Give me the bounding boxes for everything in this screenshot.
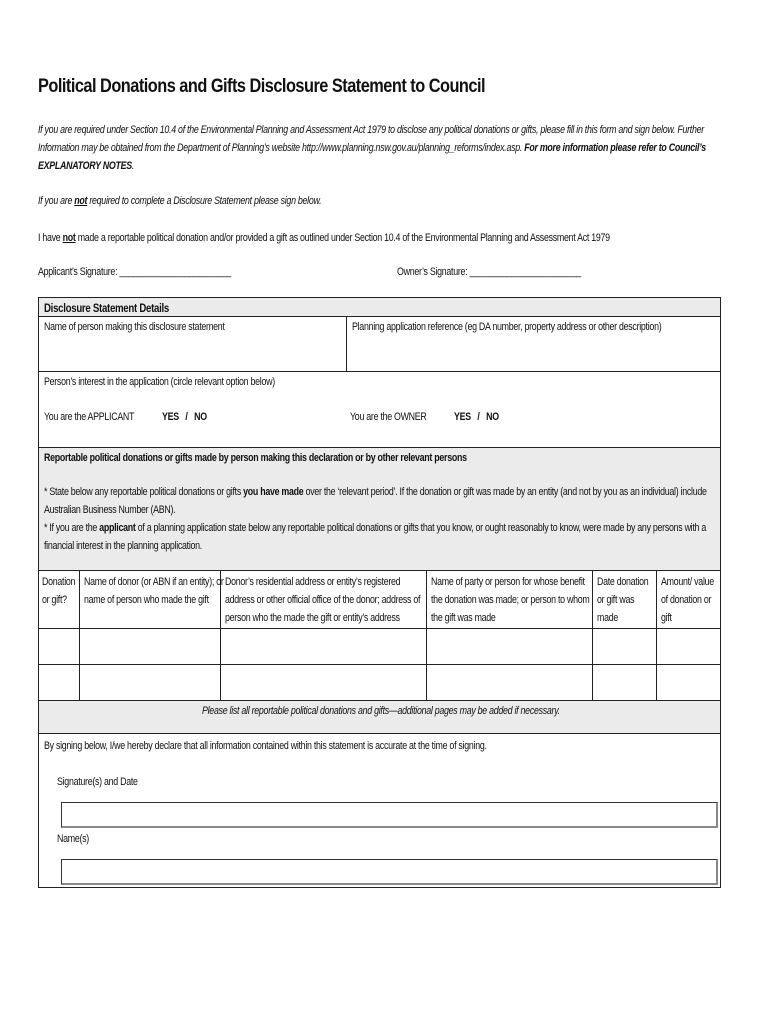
- note2-post: of a planning application state below any reportable political donations or gifts that you know, or ought reasonably to know, were made by any persons with a financial interest in the planning application.: [44, 522, 707, 552]
- col-header-donation-or-gift: Donation or gift?: [42, 576, 76, 606]
- divider: [38, 733, 721, 734]
- col-header-date: Date donation or gift was made: [597, 576, 649, 624]
- applicant-signature-field[interactable]: Applicant’s Signature: ________________________: [38, 266, 231, 278]
- explanatory-notes-link[interactable]: For more information please refer to Council’s EXPLANATORY NOTES: [38, 142, 706, 172]
- divider: [38, 371, 721, 372]
- not-required-post: required to complete a Disclosure Statement please sign below.: [87, 195, 322, 207]
- signature-date-label: Signature(s) and Date: [57, 776, 138, 788]
- planning-reference-label: Planning application reference (eg DA number, property address or other description): [352, 321, 662, 333]
- divider: [38, 700, 721, 701]
- col-header-donor-name: Name of donor (or ABN if an entity); or name of person who made the gift: [84, 576, 224, 606]
- table-row[interactable]: [39, 665, 720, 700]
- reportable-note-2: [44, 519, 719, 555]
- reportable-note-1: [44, 483, 719, 519]
- details-heading: Disclosure Statement Details: [44, 301, 169, 315]
- names-label: Name(s): [57, 833, 89, 845]
- table-row[interactable]: [39, 629, 720, 664]
- owner-yes-no[interactable]: YES / NO: [454, 411, 499, 423]
- page-title: Political Donations and Gifts Disclosure Statement to Council: [38, 76, 485, 97]
- declaration-emphasis: not: [62, 232, 76, 244]
- declaration-pre: I have: [38, 232, 63, 244]
- applicant-yes-no[interactable]: YES / NO: [162, 411, 207, 423]
- intro-period: .: [131, 160, 135, 172]
- note2-pre: * If you are the: [44, 522, 100, 534]
- note1-emphasis: you have made: [243, 486, 304, 498]
- note2-emphasis: applicant: [99, 522, 136, 534]
- no-donation-declaration: [38, 229, 610, 247]
- divider: [346, 316, 347, 371]
- signature-date-field[interactable]: [61, 802, 718, 828]
- note1-pre: * State below any reportable political donations or gifts: [44, 486, 244, 498]
- col-header-donor-address: Donor’s residential address or entity’s registered address or other official office of the donor; address of person who the made the gift or entity’s address: [225, 576, 421, 624]
- intro-paragraph: [38, 121, 717, 175]
- not-required-note: [38, 192, 321, 210]
- applicant-option-label: You are the APPLICANT: [44, 411, 135, 423]
- not-required-pre: If you are: [38, 195, 75, 207]
- intro-text: If you are required under Section 10.4 of the Environmental Planning and Assessment Act 1979 to disclose any political donations or gifts, please fill in this form and sign below. Further Information may be obtained from the Department of Planning’s website http://www.planning.nsw.gov.au/planning_reforms/index.asp.: [38, 124, 704, 154]
- table-footnote: Please list all reportable political donations and gifts—additional pages may be added if necessary.: [202, 705, 560, 717]
- col-header-beneficiary: Name of party or person for whose benefit the donation was made; or person to whom the gift was made: [431, 576, 590, 624]
- divider: [38, 570, 721, 571]
- declaration-post: made a reportable political donation and/or provided a gift as outlined under Section 10.4 of the Environmental Planning and Assessment Act 1979: [75, 232, 610, 244]
- interest-label: Person’s interest in the application (circle relevant option below): [44, 376, 275, 388]
- note1-post: over the ‘relevant period’. If the donation or gift was made by an entity (and not by you as an individual) include Australian Business Number (ABN).: [44, 486, 707, 516]
- name-of-person-label: Name of person making this disclosure statement: [44, 321, 225, 333]
- owner-signature-field[interactable]: Owner’s Signature: ________________________: [397, 266, 581, 278]
- signing-statement: By signing below, I/we hereby declare that all information contained within this statement is accurate at the time of signing.: [44, 740, 487, 752]
- owner-option-label: You are the OWNER: [350, 411, 427, 423]
- col-header-amount: Amount/ value of donation or gift: [661, 576, 714, 624]
- not-required-emphasis: not: [74, 195, 88, 207]
- reportable-heading: Reportable political donations or gifts made by person making this declaration or by other relevant persons: [44, 452, 467, 464]
- divider: [38, 447, 721, 448]
- names-field[interactable]: [61, 859, 718, 885]
